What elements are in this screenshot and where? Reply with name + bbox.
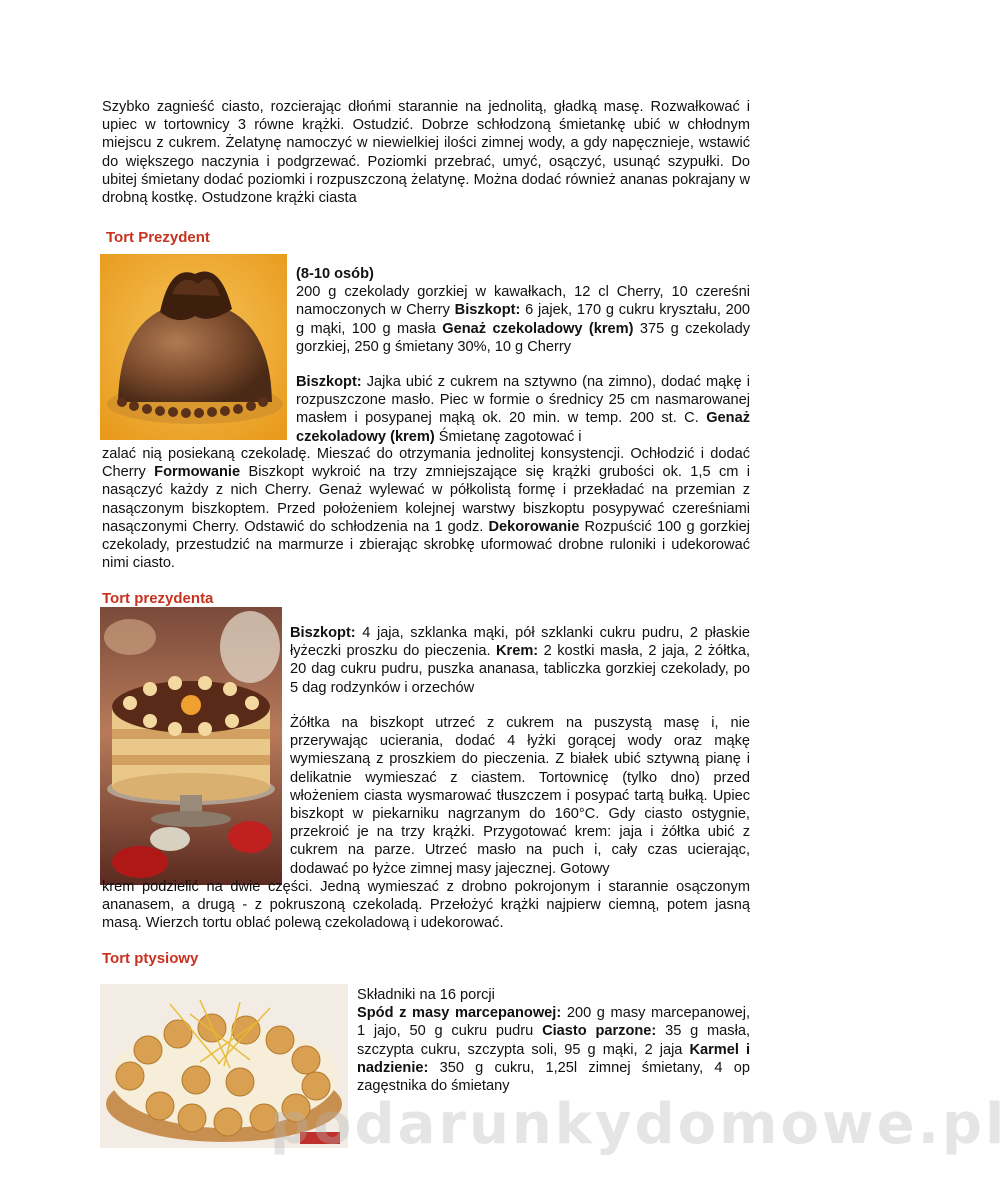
recipe1-method-a: Jajka ubić z cukrem na sztywno (na zimno), dodać mąkę i rozpuszczone masło. Piec w formie o średnicy 25 cm nasmarowanej masłem i posypanej mąką ok. 20 min. w temp. 200 st. C. bbox=[296, 374, 750, 427]
recipe2-method-part2: krem podzielić na dwie części. Jedną wymieszać z drobno pokrojonym i starannie osączonym ananasem, a drugą - z pokruszoną czekoladą. Przełożyć krążki najpierw ciemną, potem jasną masą. Wierzch tortu oblać polewą czekoladową i udekorować. bbox=[102, 879, 750, 932]
recipe2-method-part1: Żółtka na biszkopt utrzeć z cukrem na puszystą masę i, nie przerywając ucierania, dodać 4 łyżki gorącej wody oraz mąkę wymieszaną z proszkiem do pieczenia. Z białek ubić sztywną pianę i delikatnie wymieszać z ciastem. Tortownicę (tylko dno) przed włożeniem ciasta wysmarować tłuszczem i posypać tartą bułką. Upiec biszkopt w piekarniku nagrzanym do 160°C. Gdy ciasto ostygnie, przekroić je na trzy krążki. Przygotować krem: jaja i żółtka ubić z cukrem na parze. Utrzeć masło na puch i, cały czas ucierając, dodawać po łyżce zimnej masy jajecznej. Gotowy bbox=[290, 715, 750, 877]
chocolate-dome-cake-image bbox=[100, 254, 287, 440]
recipe1-ingredients-b: 6 jajek, 170 g cukru kryształu, 200 g mąki, 100 g masła bbox=[296, 302, 750, 337]
recipe1-method-part2: zalać nią posiekaną czekoladę. Mieszać do otrzymania jednolitej konsystencji. Ochłodzić i dodać Cherry Formowanie Biszkopt wykroić na trzy zmniejszające się krążki grubości ok. 1,5 cm i nasączyć każdy z nich Cherry. Genaż wylewać w półkolistą formę i przekładać na przemian z nasączonym biszkoptem. Przed położeniem kolejnej warstwy biszkoptu posypywać czereśniami nasączonymi Cherry. Odstawić do schłodzenia na 1 godz. Dekorowanie Rozpuścić 100 g gorzkiej czekolady, przestudzić na marmurze i zbierając skrobkę uformować drobne ruloniki i udekorować nimi ciasto. bbox=[102, 446, 751, 572]
recipe3-ingredients-c: 350 g cukru, 1,25l zimnej śmietany, 4 op zagęstnika do śmietany bbox=[357, 1059, 750, 1095]
recipe2-label-biszkopt: Biszkopt: bbox=[290, 625, 356, 641]
recipe3-label-spod: Spód z masy marcepanowej: bbox=[357, 1005, 562, 1022]
recipe1-method-part1: Biszkopt: Jajka ubić z cukrem na sztywno (na zimno), dodać mąkę i rozpuszczone masło. Piec w formie o średnicy 25 cm nasmarowanej masłem i posypanej mąką ok. 20 min. w temp. 200 st. C. Genaż czekoladowy (krem) Śmietanę zagotować i bbox=[296, 374, 750, 445]
recipe1-label-ganaz: Genaż czekoladowy (krem) bbox=[442, 320, 634, 337]
recipe2-label-krem: Krem: bbox=[496, 643, 539, 660]
recipe1-ingredients bbox=[296, 265, 750, 356]
recipe1-label-biszkopt: Biszkopt: bbox=[454, 302, 521, 319]
recipe1-photo bbox=[100, 254, 287, 440]
recipe3-ingredients bbox=[357, 986, 750, 1095]
recipe3-servings: Składniki na 16 porcji bbox=[357, 987, 495, 1003]
watermark: podarunkydomowe.pl bbox=[270, 1092, 1007, 1157]
recipe2-title: Tort prezydenta bbox=[102, 590, 214, 607]
recipe1-servings: (8-10 osób) bbox=[296, 266, 374, 282]
recipe2-photo bbox=[100, 607, 282, 885]
recipe3-label-ciasto: Ciasto parzone: bbox=[542, 1023, 657, 1040]
recipe1-method-d: Rozpuścić 100 g gorzkiej czekolady, przestudzić na marmurze i zbierając skrobkę uformować drobne ruloniki i udekorować nimi ciasto. bbox=[102, 518, 750, 572]
recipe1-method-label-formowanie: Formowanie bbox=[154, 464, 241, 481]
recipe3-label-karmel: Karmel i nadzienie: bbox=[357, 1041, 751, 1076]
recipe1-ingredients-a: 200 g czekolady gorzkiej w kawałkach, 12 cl Cherry, 10 czereśni namoczonych w Cherry bbox=[296, 284, 750, 319]
recipe3-title: Tort ptysiowy bbox=[102, 950, 199, 967]
recipe2-ingredients-a: 4 jaja, szklanka mąki, pół szklanki cukru pudru, 2 płaskie łyżeczki proszku do pieczenia. bbox=[290, 625, 750, 660]
recipe1-title: Tort Prezydent bbox=[106, 229, 210, 246]
intro-paragraph bbox=[102, 98, 750, 207]
recipe1-ingredients-c: 375 g czekolady gorzkiej, 250 g śmietany 30%, 10 g Cherry bbox=[296, 320, 751, 355]
intro-text: Szybko zagnieść ciasto, rozcierając dłońmi starannie na jednolitą, gładką masę. Rozwałkować i upiec w tortownicy 3 równe krążki. Ostudzić. Dobrze schłodzoną śmietankę ubić w chłodnym miejscu z cukrem. Żelatynę namoczyć w niewielkiej ilości zimnej wody, a gdy napęcznieje, wstawić do większego naczynia i podgrzewać. Poziomki przebrać, umyć, osączyć, usunąć szypułki. Do ubitej śmietany dodać poziomki i rozpuszczoną żelatynę. Można dodać również ananas pokrajany w drobną kostkę. Ostudzone krążki ciasta bbox=[102, 99, 750, 207]
recipe2-ingredients bbox=[290, 624, 750, 697]
recipe2-ingredients-b: 2 kostki masła, 2 jaja, 2 żółtka, 20 dag cukru pudru, puszka ananasa, tabliczka gorzkiej czekolady, po 5 dag rodzynków i orzechów bbox=[290, 643, 751, 696]
recipe1-method-c: Biszkopt wykroić na trzy zmniejszające się krążki grubości ok. 1,5 cm i nasączyć każdy z nich Cherry. Genaż wylewać w półkolistą formę i przekładać na przemian z nasączonym biszkoptem. Przed położeniem kolejnej warstwy biszkoptu posypywać czereśniami nasączonymi Cherry. Odstawić do schłodzenia na 1 godz. bbox=[102, 464, 751, 535]
recipe1-method-label-dekorowanie: Dekorowanie bbox=[488, 518, 580, 535]
recipe3-ingredients-b: 35 g masła, szczypta cukru, szczypta soli, 95 g mąki, 2 jaja bbox=[357, 1023, 751, 1058]
decorated-layer-cake-image bbox=[100, 607, 282, 885]
recipe1-method-label-biszkopt: Biszkopt: bbox=[296, 374, 362, 390]
recipe1-method-label-ganaz: Genaż czekoladowy (krem) bbox=[296, 410, 750, 445]
recipe3-ingredients-a: 200 g masy marcepanowej, 1 jajo, 50 g cukru pudru bbox=[357, 1005, 751, 1040]
